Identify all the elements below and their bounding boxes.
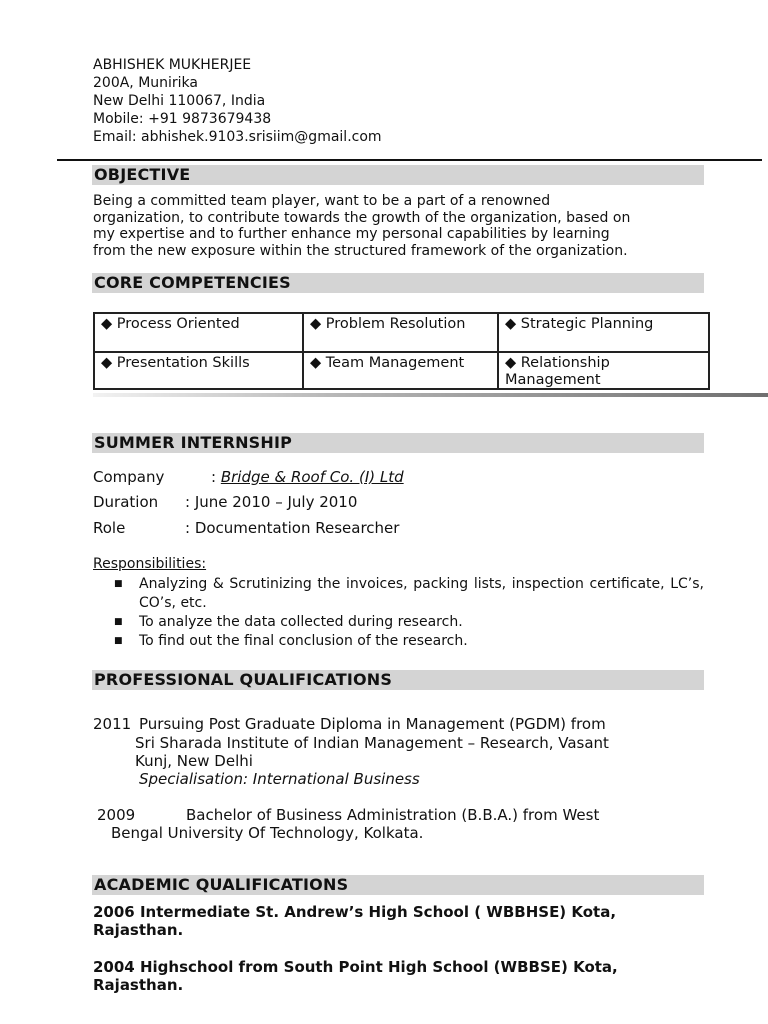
objective-line: Being a committed team player, want to be a part of a renowned (93, 193, 551, 209)
intermediate-line-1: 2006 Intermediate St. Andrew’s High School ( WBBHSE) Kota, (93, 903, 617, 921)
duration-row (93, 493, 357, 512)
objective-line: organization, to contribute towards the growth of the organization, based on (93, 209, 631, 226)
responsibilities-list (114, 575, 704, 651)
specialisation: Specialisation: International Business (139, 770, 420, 788)
row-colon: : (211, 468, 221, 486)
candidate-name: ABHISHEK MUKHERJEE (93, 57, 252, 73)
row-colon: : (185, 519, 195, 537)
responsibility-text: To find out the final conclusion of the research. (139, 633, 468, 649)
email-address: Email: abhishek.9103.srisiim@gmail.com (93, 129, 382, 145)
bba-line-1: Bachelor of Business Administration (B.B.A.) from West (186, 806, 600, 824)
pgdm-line-1: Pursuing Post Graduate Diploma in Management (PGDM) from (139, 715, 606, 733)
duration-label: Duration (93, 493, 159, 511)
competency-cell: ◆ Team Management (310, 355, 465, 371)
competencies-table (93, 312, 710, 390)
responsibility-text: Analyzing & Scrutinizing the invoices, packing lists, inspection certificate, LC’s, CO’s, etc. (139, 576, 704, 611)
pgdm-line-3: Kunj, New Delhi (135, 752, 253, 770)
company-value: Bridge & Roof Co. (I) Ltd (220, 468, 404, 486)
objective-line: my expertise and to further enhance my personal capabilities by learning (93, 226, 610, 242)
professional-heading: PROFESSIONAL QUALIFICATIONS (92, 670, 704, 690)
competency-cell: ◆ Presentation Skills (101, 355, 250, 371)
responsibilities-heading: Responsibilities: (93, 556, 207, 572)
internship-heading: SUMMER INTERNSHIP (92, 433, 704, 453)
header-divider (57, 159, 762, 161)
objective-text (93, 193, 705, 259)
list-item (114, 613, 704, 632)
bullet-icon: ■ (114, 579, 123, 589)
pgdm-line-2: Sri Sharada Institute of Indian Management – Research, Vasant (135, 734, 609, 752)
row-colon: : (185, 493, 195, 511)
responsibility-text: To analyze the data collected during research. (139, 614, 463, 630)
list-item (114, 632, 704, 651)
competency-cell: ◆ Relationship Management (505, 355, 610, 388)
objective-heading: OBJECTIVE (92, 165, 704, 185)
role-row (93, 519, 399, 538)
competencies-heading: CORE COMPETENCIES (92, 273, 704, 293)
bba-line-2: Bengal University Of Technology, Kolkata. (111, 824, 424, 842)
highschool-line-1: 2004 Highschool from South Point High School (WBBSE) Kota, (93, 958, 618, 976)
competency-cell: ◆ Process Oriented (101, 316, 240, 332)
competency-cell: ◆ Strategic Planning (505, 316, 654, 332)
company-label: Company (93, 468, 165, 486)
highschool-line-2: Rajasthan. (93, 976, 184, 994)
intermediate-line-2: Rajasthan. (93, 921, 184, 939)
mobile-number: Mobile: +91 9873679438 (93, 111, 272, 127)
bullet-icon: ■ (114, 617, 123, 627)
bullet-icon: ■ (114, 636, 123, 646)
address-line-2: New Delhi 110067, India (93, 93, 266, 109)
objective-line: from the new exposure within the structured framework of the organization. (93, 242, 628, 259)
competency-cell: ◆ Problem Resolution (310, 316, 466, 332)
bba-year: 2009 (97, 806, 136, 824)
list-item (114, 575, 704, 613)
pgdm-year: 2011 (93, 715, 132, 733)
duration-value: June 2010 – July 2010 (194, 493, 358, 511)
role-label: Role (93, 519, 126, 537)
section-separator (93, 393, 768, 397)
role-value: Documentation Researcher (194, 519, 400, 537)
address-line-1: 200A, Munirika (93, 75, 198, 91)
company-row (93, 468, 619, 487)
academic-heading: ACADEMIC QUALIFICATIONS (92, 875, 704, 895)
